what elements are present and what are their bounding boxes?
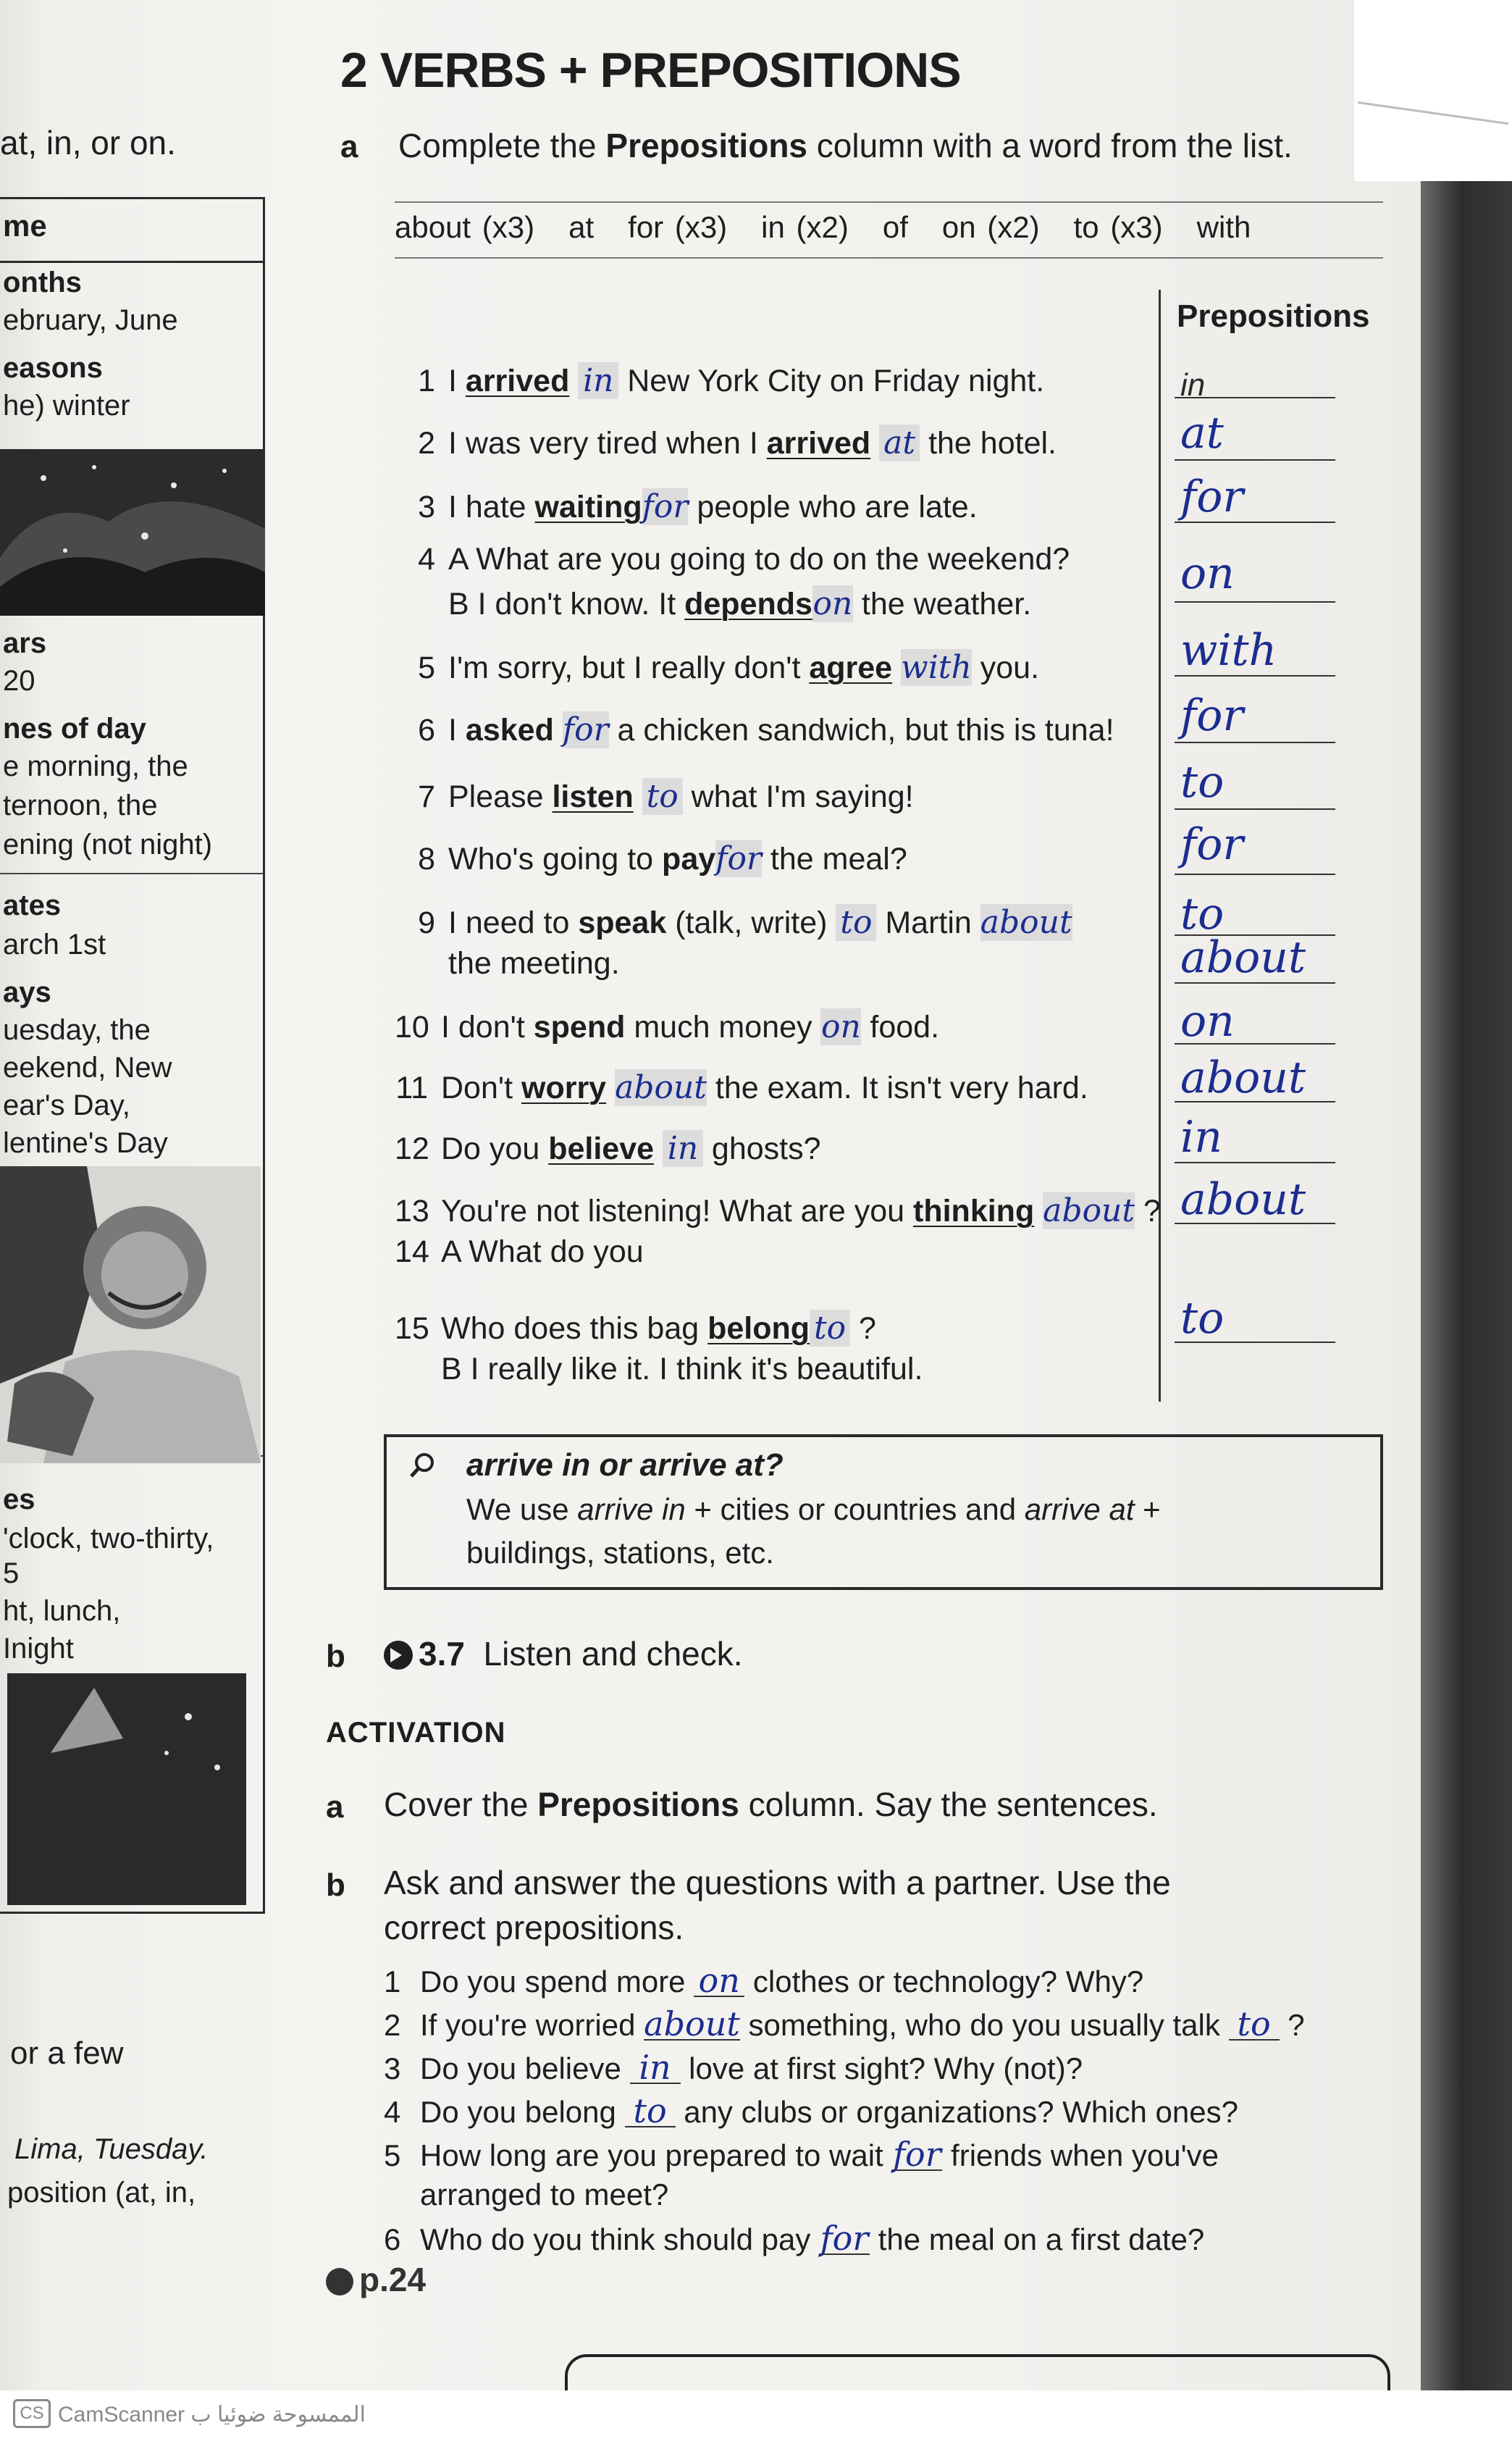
activation-question: arranged to meet?	[420, 2177, 669, 2211]
activation-b-instruction: Ask and answer the questions with a partner. Use the	[384, 1864, 1171, 1901]
sleeping-moon-illustration	[7, 1673, 246, 1905]
camscanner-logo: CS	[13, 2399, 51, 2428]
activation-question: 1 Do you spend more on clothes or technology? Why?	[384, 1961, 1144, 2000]
exercise-item: the meeting.	[448, 946, 620, 981]
left-line: eekend, New	[3, 1052, 172, 1084]
activation-b-instruction: correct prepositions.	[384, 1909, 684, 1946]
left-line: e morning, the	[3, 750, 188, 782]
audio-play-icon[interactable]	[384, 1641, 413, 1670]
left-line: 'clock, two-thirty,	[3, 1523, 214, 1554]
exercise-item: 8 Who's going to payfor the meal?	[418, 840, 907, 877]
exercise-item: 14 A What do you	[395, 1234, 644, 1269]
left-line: Lima, Tuesday.	[14, 2133, 209, 2165]
exercise-item: B I don't know. It dependson the weather.	[448, 585, 1032, 622]
magnifier-icon	[408, 1452, 436, 1479]
exercise-item: 7 Please listen to what I'm saying!	[418, 778, 914, 815]
prep-answer: to	[1180, 889, 1225, 939]
answer-gap[interactable]: on	[812, 585, 853, 622]
left-line: Inight	[3, 1633, 74, 1665]
answer-gap[interactable]: for	[715, 840, 762, 877]
exercise-b-instruction: 3.7 Listen and check.	[384, 1634, 743, 1673]
left-line: ebruary, June	[3, 304, 178, 336]
prep-answer: in	[1180, 1112, 1222, 1163]
left-line: lentine's Day	[3, 1127, 168, 1159]
left-line: 5	[3, 1557, 20, 1589]
left-line: position (at, in,	[7, 2177, 196, 2209]
answer-gap[interactable]: to	[810, 1310, 850, 1347]
answer-gap[interactable]: in	[663, 1130, 703, 1167]
answer-blank[interactable]: to	[1229, 2009, 1280, 2041]
prep-answer-line	[1175, 1223, 1335, 1224]
exercise-item: 6 I asked for a chicken sandwich, but this is tuna!	[418, 711, 1114, 748]
activation-a-instruction: Cover the Prepositions column. Say the sentences.	[384, 1786, 1158, 1823]
answer-gap[interactable]: for	[642, 488, 689, 525]
exercise-item: 11 Don't worry about the exam. It isn't very hard.	[395, 1069, 1088, 1106]
prep-answer: about	[1180, 932, 1306, 983]
answer-blank[interactable]: for	[893, 2135, 941, 2174]
exercise-item: 10 I don't spend much money on food.	[395, 1008, 940, 1045]
prep-answer: on	[1180, 548, 1235, 599]
answer-gap[interactable]: in	[578, 362, 618, 399]
exercise-item: 2 I was very tired when I arrived at the hotel.	[418, 424, 1057, 461]
left-column-clipped	[0, 0, 275, 2390]
prep-answer: for	[1180, 690, 1244, 741]
left-line: ays	[3, 976, 51, 1008]
prep-answer: about	[1180, 1174, 1306, 1225]
prep-answer: on	[1180, 996, 1235, 1047]
left-line: or a few	[10, 2035, 124, 2071]
left-line: ear's Day,	[3, 1089, 130, 1121]
prep-answer: in	[1180, 367, 1206, 403]
activation-b-letter: b	[326, 1867, 345, 1903]
left-line: he) winter	[3, 390, 130, 422]
prep-answer-line	[1175, 397, 1335, 398]
page-reference-link[interactable]: p.24	[326, 2260, 426, 2299]
table-divider	[0, 873, 263, 874]
answer-blank[interactable]: about	[644, 2004, 740, 2043]
left-line: easons	[3, 352, 103, 384]
exercise-item: 1 I arrived in New York City on Friday night.	[418, 362, 1045, 399]
answer-blank[interactable]: to	[625, 2096, 676, 2127]
left-header-fragment: at, in, or on.	[0, 124, 176, 162]
left-line: 20	[3, 665, 35, 697]
prep-answer: to	[1180, 757, 1225, 808]
activation-question: 2 If you're worried about something, who do you usually talk to ?	[384, 2004, 1305, 2043]
prep-answer-line	[1175, 1162, 1335, 1163]
word-list: about (x3) at for (x3) in (x2) of on (x2) to (x3) with	[395, 210, 1251, 244]
exercise-item: 3 I hate waitingfor people who are late.	[418, 488, 978, 525]
prep-answer: at	[1180, 408, 1224, 459]
word-list-top-rule	[395, 201, 1383, 203]
exercise-a-instruction: Complete the Prepositions column with a word from the list.	[398, 127, 1293, 164]
activation-question: 4 Do you belong to any clubs or organizations? Which ones?	[384, 2091, 1238, 2130]
answer-gap[interactable]: with	[901, 649, 972, 686]
exercise-item: B I really like it. I think it's beautiful.	[441, 1352, 923, 1386]
prep-answer: about	[1180, 1052, 1306, 1103]
prep-answer-line	[1175, 1101, 1335, 1102]
tip-box	[384, 1434, 1383, 1590]
prep-answer-line	[1175, 874, 1335, 875]
prepositions-column-header: Prepositions	[1177, 298, 1370, 334]
table-header-line	[0, 261, 263, 263]
exercise-b-letter: b	[326, 1639, 345, 1674]
answer-gap[interactable]: for	[562, 711, 609, 748]
activation-question: 3 Do you believe in love at first sight? Why (not)?	[384, 2048, 1083, 2087]
left-line: ht, lunch,	[3, 1595, 121, 1627]
prep-answer-line	[1175, 675, 1335, 677]
answer-gap[interactable]: about	[980, 904, 1072, 941]
activation-heading: ACTIVATION	[326, 1717, 506, 1749]
answer-gap[interactable]: at	[879, 424, 920, 461]
tip-title: arrive in or arrive at?	[466, 1447, 784, 1483]
section-title: 2 VERBS + PREPOSITIONS	[340, 43, 961, 98]
left-line: ening (not night)	[3, 829, 213, 861]
prepositions-column-divider	[1159, 290, 1161, 1402]
arrow-circle-icon	[326, 2268, 353, 2296]
tip-text: We use arrive in + cities or countries and arrive at + buildings, stations, etc.	[466, 1492, 1161, 1570]
word-list-bottom-rule	[395, 257, 1383, 259]
answer-gap[interactable]: on	[821, 1008, 861, 1045]
activation-a-letter: a	[326, 1789, 344, 1825]
table-header: me	[3, 209, 47, 243]
answer-blank[interactable]: in	[630, 2052, 681, 2084]
woman-with-flowers-illustration	[0, 1166, 261, 1463]
left-line: es	[3, 1483, 35, 1515]
prep-answer-line	[1175, 742, 1335, 743]
prep-answer: to	[1180, 1293, 1225, 1344]
prep-answer-line	[1175, 522, 1335, 523]
prep-answer-line	[1175, 1342, 1335, 1343]
activation-question: 5 How long are you prepared to wait for friends when you've	[384, 2135, 1219, 2174]
book-spine-shadow	[1421, 181, 1512, 2390]
exercise-item: 9 I need to speak (talk, write) to Martin about	[418, 904, 1072, 941]
prep-answer-line	[1175, 982, 1335, 984]
left-line: arch 1st	[3, 929, 106, 961]
left-line: onths	[3, 267, 82, 298]
prep-answer: with	[1180, 625, 1277, 676]
exercise-a-letter: a	[340, 129, 358, 164]
left-line: uesday, the	[3, 1014, 151, 1046]
exercise-item: 5 I'm sorry, but I really don't agree with you.	[418, 649, 1040, 686]
answer-gap[interactable]: to	[836, 904, 876, 941]
answer-gap[interactable]: to	[642, 778, 683, 815]
answer-gap[interactable]: about	[1043, 1192, 1135, 1229]
prep-answer: for	[1180, 819, 1244, 870]
camscanner-watermark: CamScanner الممسوحة ضوئيا ب	[58, 2403, 366, 2427]
exercise-item: 13 You're not listening! What are you thinking about ?	[395, 1192, 1161, 1229]
prep-answer-line	[1175, 1043, 1335, 1045]
left-line: ates	[3, 890, 62, 921]
answer-blank[interactable]: on	[694, 1965, 744, 1997]
answer-gap[interactable]: about	[615, 1069, 707, 1106]
night-sky-illustration	[0, 449, 265, 616]
prep-answer-line	[1175, 808, 1335, 810]
left-line: ternoon, the	[3, 790, 158, 821]
prep-answer: for	[1180, 472, 1244, 522]
prep-answer-line	[1175, 459, 1335, 461]
exercise-item: 15 Who does this bag belong to ?	[395, 1310, 876, 1347]
exercise-item: 12 Do you believe in ghosts?	[395, 1130, 821, 1167]
page-corner-fold	[1358, 1, 1512, 125]
left-line: ars	[3, 627, 47, 659]
exercise-item: 4 A What are you going to do on the weekend?	[418, 542, 1070, 577]
answer-blank[interactable]: for	[820, 2219, 869, 2258]
prep-answer-line	[1175, 601, 1335, 603]
activation-question: 6 Who do you think should pay for the meal on a first date?	[384, 2219, 1205, 2258]
left-line: nes of day	[3, 713, 146, 745]
